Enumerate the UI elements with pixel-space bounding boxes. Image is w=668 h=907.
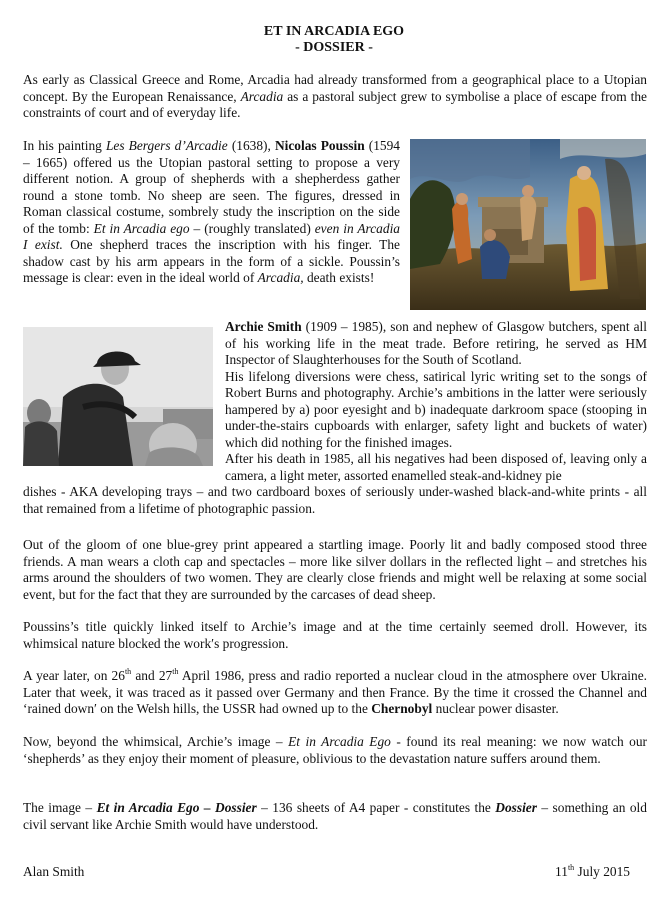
photo-illustration (23, 327, 213, 466)
meaning-paragraph: Now, beyond the whimsical, Archie’s image – Et in Arcadia Ego - found its real meaning: we now watch our ‘shepherds’ as they enjoy their moment of pleasure, oblivious to the devastation nature suffers around them. (23, 734, 647, 766)
title-link-paragraph: Poussins’s title quickly linked itself to Archie’s image and at the time certainly seemed droll. However, its whimsical nature blocked the work′s progression. (23, 619, 647, 651)
page-title: ET IN ARCADIA EGO (263, 24, 405, 39)
archie-name: Archie Smith (225, 319, 302, 334)
gloom-paragraph: Out of the gloom of one blue-grey print appeared a startling image. Poorly lit and badly composed stood three friends. A man wears a cloth cap and spectacles – more like silver dollars in the reflected light – and stretches his arms around the shoulders of two women. They are clearly close friends and might well be relaxing at some social event, but for the fact that they are surrounded by the carcases of dead sheep. (23, 537, 647, 602)
document-date: 11th July 2015 (555, 863, 630, 879)
intro-paragraph: As early as Classical Greece and Rome, Arcadia had already transformed from a geographical place to a Utopian concept. By the European Renaissance, Arcadia as a pastoral subject grew to symbolise a place of escape from the constraints of court and of everyday life. (23, 72, 647, 120)
painting-illustration (410, 139, 646, 310)
archie-paragraph: Archie Smith (1909 – 1985), son and nephew of Glasgow butchers, spent all of his working life in the meat trade. Before retiring, he served as HM Inspector of Slaughterhouses for the South of Scotland. His lifelong diversions were chess, satirical lyric writing set to the songs of Robert Burns and photography. Archie’s ambitions in the latter were seriously hampered by a) poor eyesight and b) inadequate darkroom space (stooping in under-the-stairs cupboards with enlarger, safety light and buckets of water) which did nothing for the finished images. After his death in 1985, all his negatives had been disposed of, leaving only a camera, a light meter, assorted enamelled steak-and-kidney pie (225, 319, 647, 483)
dossier-paragraph: The image – Et in Arcadia Ego – Dossier – 136 sheets of A4 paper - constitutes the Dossier – something an old civil servant like Archie Smith would have understood. (23, 800, 647, 832)
author-signature: Alan Smith (23, 864, 85, 879)
poussin-painting-image (410, 139, 646, 310)
archie-paragraph-continued: dishes - AKA developing trays – and two cardboard boxes of seriously under-washed black-and-white prints - all that remained from a lifetime of photographic passion. (23, 484, 647, 516)
chernobyl-paragraph: A year later, on 26th and 27th April 1986, press and radio reported a nuclear cloud in the atmosphere over Ukraine. Later that week, it was traced as it passed over Germany and then France. By the time it crossed the Channel and ‘rained down′ on the Welsh hills, the USSR had owned up to the Chernobyl nuclear power disaster. (23, 667, 648, 716)
page-subtitle: - DOSSIER - (295, 40, 373, 55)
artist-name: Nicolas Poussin (274, 138, 365, 153)
painting-title: Les Bergers d’Arcadie (105, 138, 228, 153)
poussin-paragraph: In his painting Les Bergers d’Arcadie (1638), Nicolas Poussin (1594 – 1665) offered us the Utopian pastoral setting to propose a very different notion. A group of shepherds with a shepherdess gather round a stone tomb. No sheep are seen. The figures, dressed in Roman classical costume, sombrely study the inscription on the side of the tomb: Et in Arcadia ego – (roughly translated) even in Arcadia I exist. One shepherd traces the inscription with his finger. The shadow cast by his arm appears in the form of a sickle. Poussin’s message is clear: even in the ideal world of Arcadia, death exists! (23, 138, 400, 285)
archie-smith-photo (23, 327, 213, 466)
